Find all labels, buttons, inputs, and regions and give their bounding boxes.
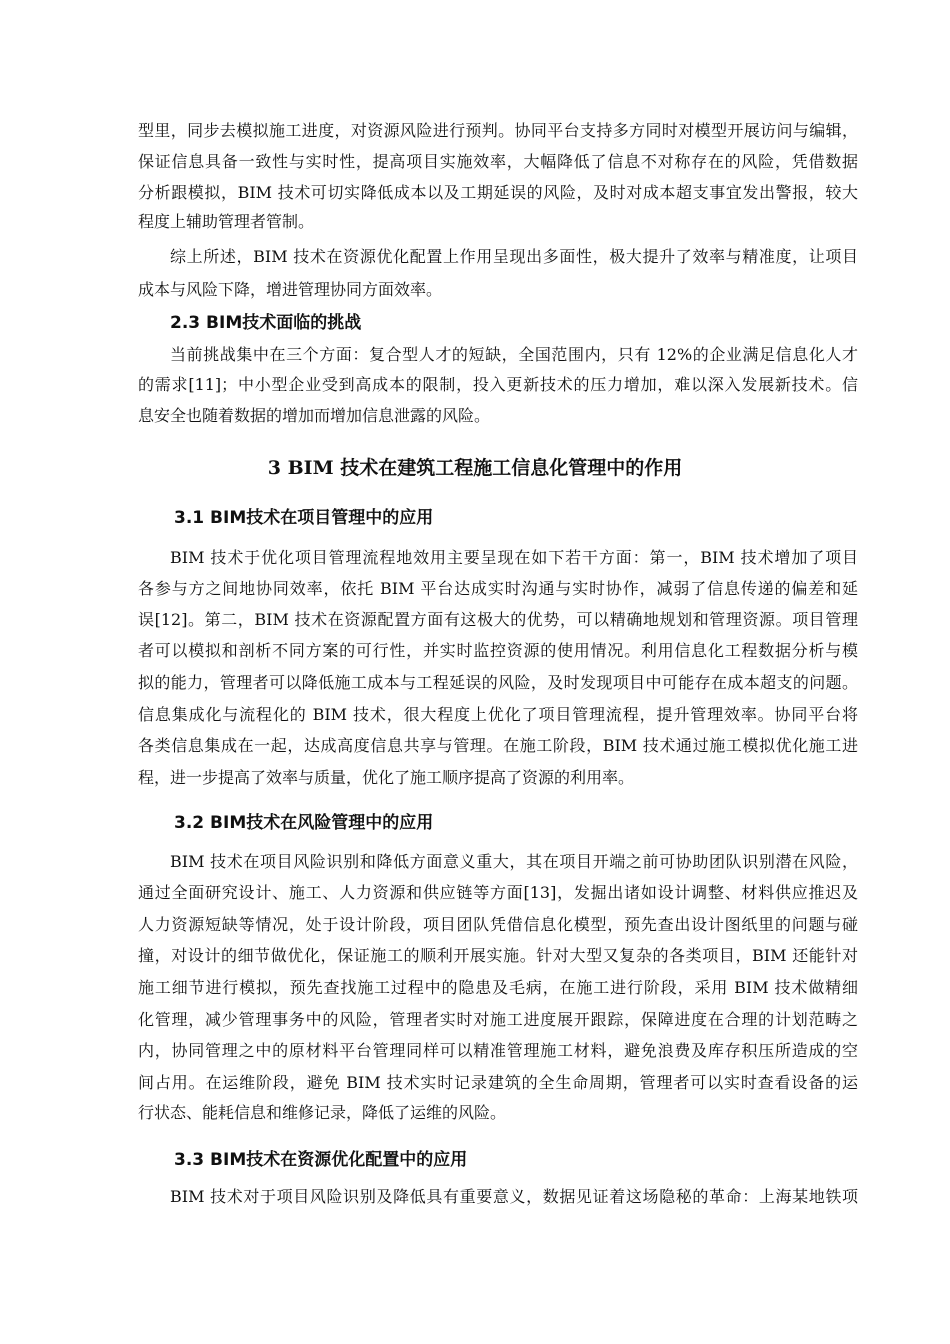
text-line: 化管理，减少管理事务中的风险，管理者实时对施工进度展开跟踪，保障进度在合理的计划范畴之 [138, 1010, 858, 1029]
text-line: 撞，对设计的细节做优化，保证施工的顺利开展实施。针对大型又复杂的各类项目，BIM 还能针对 [138, 946, 858, 965]
text-line: 内，协同管理之中的原材料平台管理同样可以精准管理施工材料，避免浪费及库存积压所造成的空 [138, 1041, 858, 1060]
text-line: 型里，同步去模拟施工进度，对资源风险进行预判。协同平台支持多方同时对模型开展访问与编辑， [138, 121, 858, 140]
section-heading: 3.1 BIM技术在项目管理中的应用 [174, 508, 434, 528]
text-line: 各类信息集成在一起，达成高度信息共享与管理。在施工阶段，BIM 技术通过施工模拟优化施工进 [138, 736, 858, 755]
text-line: 信息集成化与流程化的 BIM 技术，很大程度上优化了项目管理流程，提升管理效率。协同平台将 [138, 705, 858, 724]
text-line: 分析跟模拟，BIM 技术可切实降低成本以及工期延误的风险，及时对成本超支事宜发出警报，较大 [138, 183, 858, 202]
section-heading: 2.3 BIM技术面临的挑战 [170, 313, 362, 333]
text-line: 程，进一步提高了效率与质量，优化了施工顺序提高了资源的利用率。 [138, 768, 635, 787]
text-line: 者可以模拟和剖析不同方案的可行性，并实时监控资源的使用情况。利用信息化工程数据分析与模 [138, 641, 858, 660]
text-line: 误[12]。第二，BIM 技术在资源配置方面有这极大的优势，可以精确地规划和管理资源。项目管理 [138, 610, 858, 629]
text-line: 各参与方之间地协同效率，依托 BIM 平台达成实时沟通与实时协作，减弱了信息传递的偏差和延 [138, 579, 858, 598]
chapter-heading: 3 BIM 技术在建筑工程施工信息化管理中的作用 [267, 457, 683, 479]
text-line: 息安全也随着数据的增加而增加信息泄露的风险。 [138, 406, 491, 425]
text-line: 的需求[11]；中小型企业受到高成本的限制，投入更新技术的压力增加，难以深入发展新技术。信 [138, 375, 858, 394]
text-line: 保证信息具备一致性与实时性，提高项目实施效率，大幅降低了信息不对称存在的风险，凭借数据 [138, 152, 858, 171]
text-line: 施工细节进行模拟，预先查找施工过程中的隐患及毛病，在施工进行阶段，采用 BIM 技术做精细 [138, 978, 858, 997]
text-line: 综上所述，BIM 技术在资源优化配置上作用呈现出多面性，极大提升了效率与精准度，让项目 [170, 247, 858, 266]
text-line: BIM 技术对于项目风险识别及降低具有重要意义，数据见证着这场隐秘的革命：上海某地铁项 [170, 1187, 858, 1206]
text-line: 成本与风险下降，增进管理协同方面效率。 [138, 280, 443, 299]
text-line: BIM 技术在项目风险识别和降低方面意义重大，其在项目开端之前可协助团队识别潜在风险， [170, 852, 858, 871]
text-line: 行状态、能耗信息和维修记录，降低了运维的风险。 [138, 1103, 507, 1122]
text-line: 程度上辅助管理者管制。 [138, 212, 315, 231]
section-heading: 3.3 BIM技术在资源优化配置中的应用 [174, 1150, 468, 1170]
text-line: 通过全面研究设计、施工、人力资源和供应链等方面[13]，发掘出诸如设计调整、材料供应推迟及 [138, 883, 858, 902]
text-line: 当前挑战集中在三个方面：复合型人才的短缺，全国范围内，只有 12%的企业满足信息化人才 [170, 345, 858, 364]
text-line: 拟的能力，管理者可以降低施工成本与工程延误的风险，及时发现项目中可能存在成本超支的问题。 [138, 673, 858, 692]
text-line: 间占用。在运维阶段，避免 BIM 技术实时记录建筑的全生命周期，管理者可以实时查看设备的运 [138, 1073, 858, 1092]
section-heading: 3.2 BIM技术在风险管理中的应用 [174, 813, 434, 833]
text-line: 人力资源短缺等情况，处于设计阶段，项目团队凭借信息化模型，预先查出设计图纸里的问题与碰 [138, 915, 858, 934]
text-line: BIM 技术于优化项目管理流程地效用主要呈现在如下若干方面：第一，BIM 技术增加了项目 [170, 548, 858, 567]
